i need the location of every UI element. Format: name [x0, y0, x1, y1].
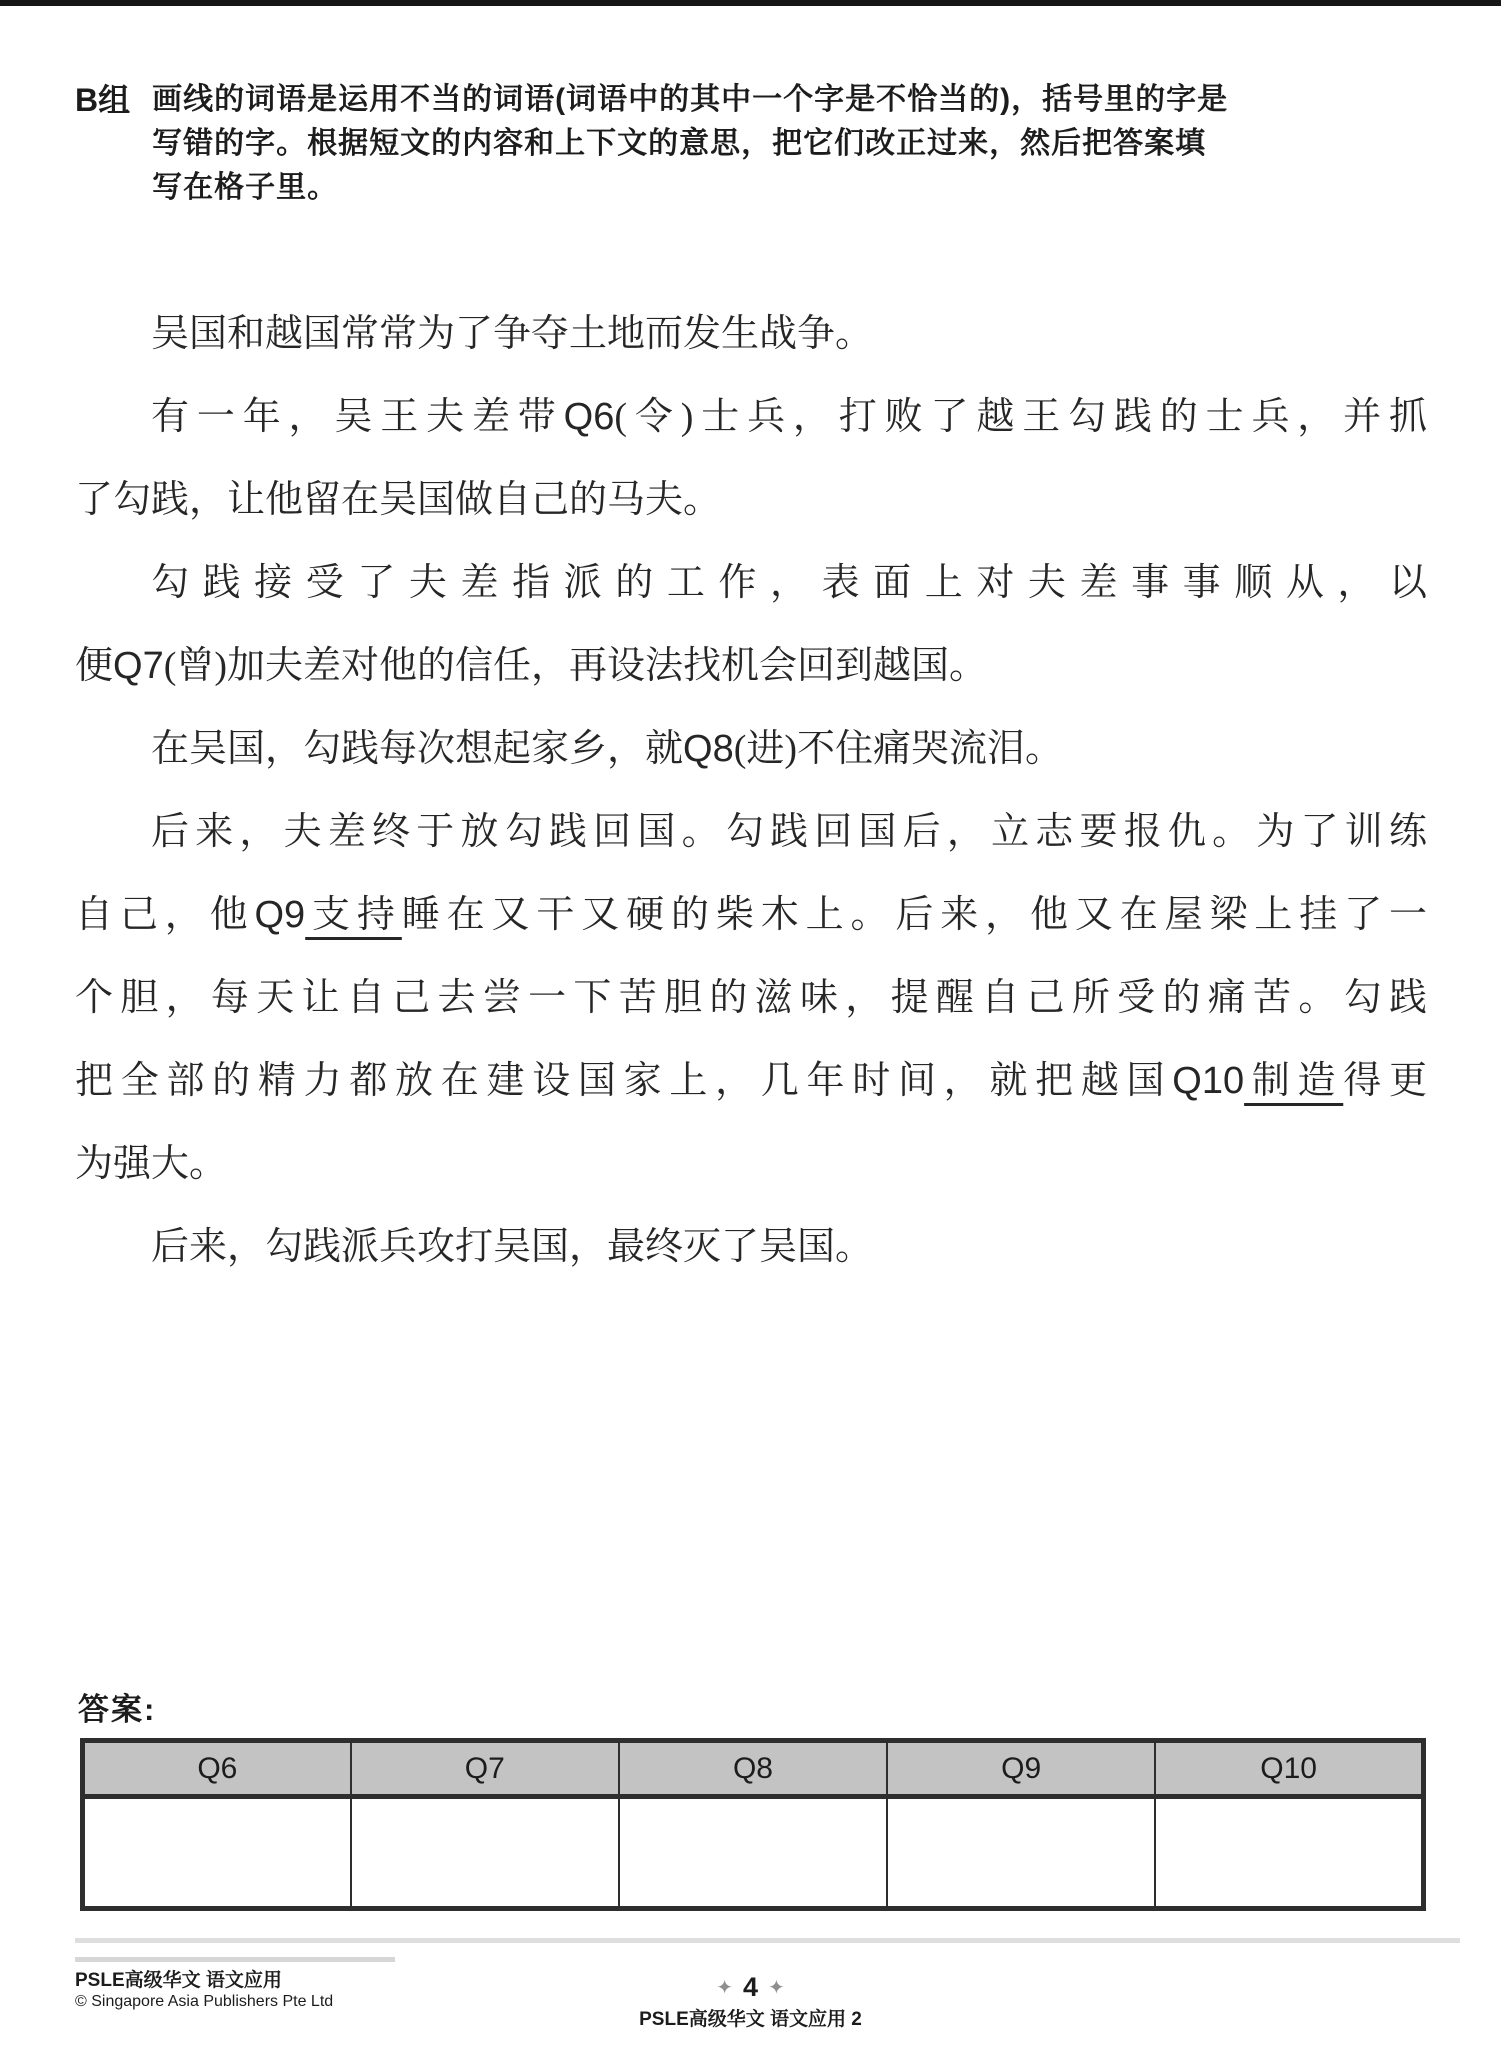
answer-column-header-q9: Q9	[887, 1741, 1155, 1797]
answer-table-header-row	[83, 1741, 1424, 1797]
answer-table-container	[80, 1738, 1426, 1911]
passage-text-segment: (进)不住痛哭流泪。	[733, 728, 1064, 770]
question-ref: Q10	[1172, 1060, 1245, 1102]
answer-cell-q10[interactable]	[1155, 1797, 1423, 1909]
passage-text-segment: 自己，他	[75, 894, 255, 936]
passage-text-segment: 睡在又干又硬的柴木上。后来，他又在屋梁上挂了一	[401, 894, 1427, 936]
passage-line	[75, 708, 1427, 791]
instruction-line: 画线的词语是运用不当的词语(词语中的其中一个字是不恰当的)，括号里的字是	[152, 83, 1229, 116]
answer-column-header-q7: Q7	[351, 1741, 619, 1797]
answer-cell-q8[interactable]	[619, 1797, 887, 1909]
answer-cell-q9[interactable]	[887, 1797, 1155, 1909]
answer-table-input-row	[83, 1797, 1424, 1909]
passage-paragraph	[75, 376, 1427, 542]
group-label: B组	[75, 82, 131, 118]
scan-artifact-line	[75, 1938, 1460, 1943]
passage-paragraph	[75, 1206, 1427, 1289]
answers-label: 答案:	[78, 1692, 157, 1727]
page-number: 4	[742, 1972, 759, 2002]
page-number-block	[0, 1972, 1501, 2003]
passage-paragraph	[75, 293, 1427, 376]
passage-paragraph	[75, 542, 1427, 708]
passage-paragraph	[75, 791, 1427, 1206]
passage-line	[75, 293, 1427, 376]
instruction-line: 写在格子里。	[152, 171, 339, 204]
footer-series-title: PSLE高级华文 语文应用	[75, 1970, 282, 1991]
footer-copyright: © Singapore Asia Publishers Pte Ltd	[75, 1993, 334, 2010]
passage-text-segment: 了勾践，让他留在吴国做自己的马夫。	[75, 479, 722, 521]
passage-text-segment: 在吴国，勾践每次想起家乡，就	[151, 728, 684, 770]
passage-text-segment: (令)士兵，打败了越王勾践的士兵，并抓	[614, 396, 1427, 438]
passage-text-segment: 吴国和越国常常为了争夺土地而发生战争。	[151, 313, 874, 355]
passage-line	[75, 542, 1427, 625]
passage-paragraph	[75, 708, 1427, 791]
scan-artifact-line	[75, 1957, 395, 1962]
underlined-word: 支持	[305, 894, 402, 936]
question-ref: Q6	[563, 396, 615, 438]
passage-text-segment: (曾)加夫差对他的信任，再设法找机会回到越国。	[163, 645, 988, 687]
passage-text-segment: 把全部的精力都放在建设国家上，几年时间，就把越国	[75, 1060, 1173, 1102]
star-icon: ✦	[768, 1977, 785, 1999]
passage-line	[75, 376, 1427, 459]
passage-line	[75, 625, 1427, 708]
passage-text-segment: 有一年，吴王夫差带	[151, 396, 564, 438]
instructions-text	[152, 78, 1435, 210]
passage-text-segment: 个胆，每天让自己去尝一下苦胆的滋味，提醒自己所受的痛苦。勾践	[75, 977, 1427, 1019]
question-ref: Q7	[113, 645, 164, 687]
star-icon: ✦	[716, 1977, 733, 1999]
footer-book-title: PSLE高级华文 语文应用 2	[639, 2009, 862, 2030]
answer-cell-q7[interactable]	[351, 1797, 619, 1909]
section-b-header	[75, 78, 1435, 210]
passage-text-segment: 勾践接受了夫差指派的工作，表面上对夫差事事顺从，以	[151, 562, 1427, 604]
passage-line	[75, 791, 1427, 874]
instruction-line: 写错的字。根据短文的内容和上下文的意思，把它们改正过来，然后把答案填	[152, 127, 1207, 160]
answer-table	[80, 1738, 1426, 1911]
passage-line	[75, 1040, 1427, 1123]
passage-line	[75, 874, 1427, 957]
answer-column-header-q6: Q6	[83, 1741, 351, 1797]
passage-line	[75, 1123, 1427, 1206]
passage-text-segment: 得更	[1343, 1060, 1427, 1102]
passage-text-segment: 后来，夫差终于放勾践回国。勾践回国后，立志要报仇。为了训练	[151, 811, 1427, 853]
passage-text-segment: 后来，勾践派兵攻打吴国，最终灭了吴国。	[151, 1226, 874, 1268]
question-ref: Q9	[254, 894, 306, 936]
passage-line	[75, 1206, 1427, 1289]
answer-cell-q6[interactable]	[83, 1797, 351, 1909]
underlined-word: 制造	[1244, 1060, 1344, 1102]
passage-text-segment: 便	[75, 645, 114, 687]
answer-column-header-q10: Q10	[1155, 1741, 1423, 1797]
passage-line	[75, 957, 1427, 1040]
passage-line	[75, 459, 1427, 542]
answer-column-header-q8: Q8	[619, 1741, 887, 1797]
passage-text-segment: 为强大。	[75, 1143, 228, 1185]
question-ref: Q8	[683, 728, 734, 770]
scan-artifact-top-line	[0, 0, 1501, 6]
reading-passage	[75, 293, 1427, 1289]
